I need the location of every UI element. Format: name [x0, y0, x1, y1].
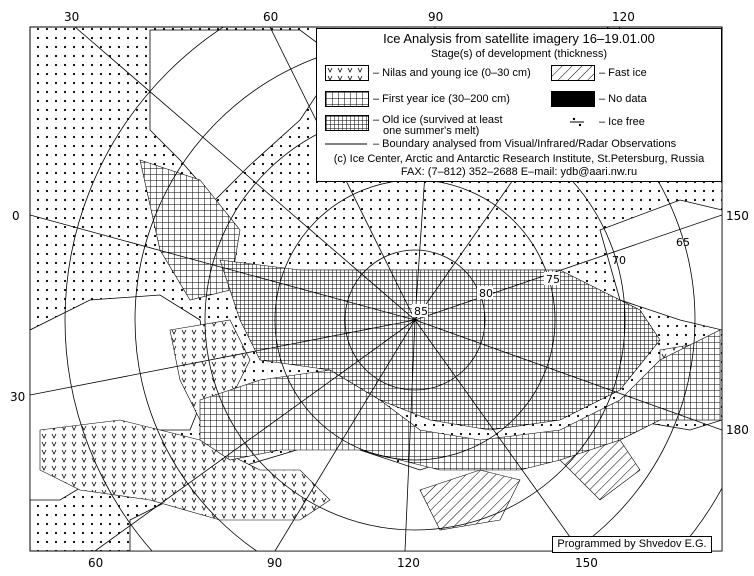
programmer-credit: Programmed by Shvedov E.G. — [552, 536, 712, 553]
boundary-line-symbol — [325, 139, 367, 149]
ice-free-label: – Ice free — [599, 116, 645, 128]
bottom-tick-60: 60 — [88, 556, 104, 570]
no-data-label: – No data — [599, 93, 647, 105]
old-ice-label-1: – Old ice (survived at least — [373, 114, 503, 126]
top-tick-30: 30 — [64, 10, 80, 24]
nilas-swatch — [325, 65, 369, 81]
nilas-label: – Nilas and young ice (0–30 cm) — [373, 67, 531, 79]
first-year-label: – First year ice (30–200 cm) — [373, 93, 510, 105]
contact-info: FAX: (7–812) 352–2688 E–mail: ydb@aari.nw.ru — [400, 166, 638, 178]
bottom-tick-120: 120 — [397, 556, 420, 570]
bottom-tick-150: 150 — [575, 556, 598, 570]
boundary-label: – Boundary analysed from Visual/Infrared/Radar Observations — [373, 138, 677, 150]
legend-box — [316, 28, 722, 182]
legend-title: Ice Analysis from satellite imagery 16–19.01.00 — [383, 31, 655, 46]
lat-label-75: 75 — [546, 273, 560, 286]
lat-label-65: 65 — [676, 236, 690, 249]
no-data-swatch — [551, 91, 595, 107]
top-tick-90: 90 — [428, 10, 444, 24]
left-tick-0: 0 — [12, 209, 20, 223]
institute-credit: (c) Ice Center, Arctic and Antarctic Research Institute, St.Petersburg, Russia — [333, 153, 705, 165]
legend-subtitle: Stage(s) of development (thickness) — [430, 48, 608, 60]
lat-label-80: 80 — [479, 287, 493, 300]
lat-label-85: 85 — [414, 305, 428, 318]
lat-label-70: 70 — [612, 254, 626, 267]
fast-ice-label: – Fast ice — [599, 67, 647, 79]
left-tick-30: 30 — [10, 390, 26, 404]
fast-ice-swatch — [551, 65, 595, 81]
old-ice-swatch — [325, 115, 369, 131]
bottom-tick-90: 90 — [267, 556, 283, 570]
old-ice-label-2: one summer's melt) — [383, 125, 480, 137]
top-tick-120: 120 — [612, 10, 635, 24]
top-tick-60: 60 — [263, 10, 279, 24]
first-year-swatch — [325, 91, 369, 107]
right-tick-180: 180 — [726, 423, 749, 437]
ice-free-symbol — [567, 115, 587, 129]
right-tick-150: 150 — [726, 209, 749, 223]
